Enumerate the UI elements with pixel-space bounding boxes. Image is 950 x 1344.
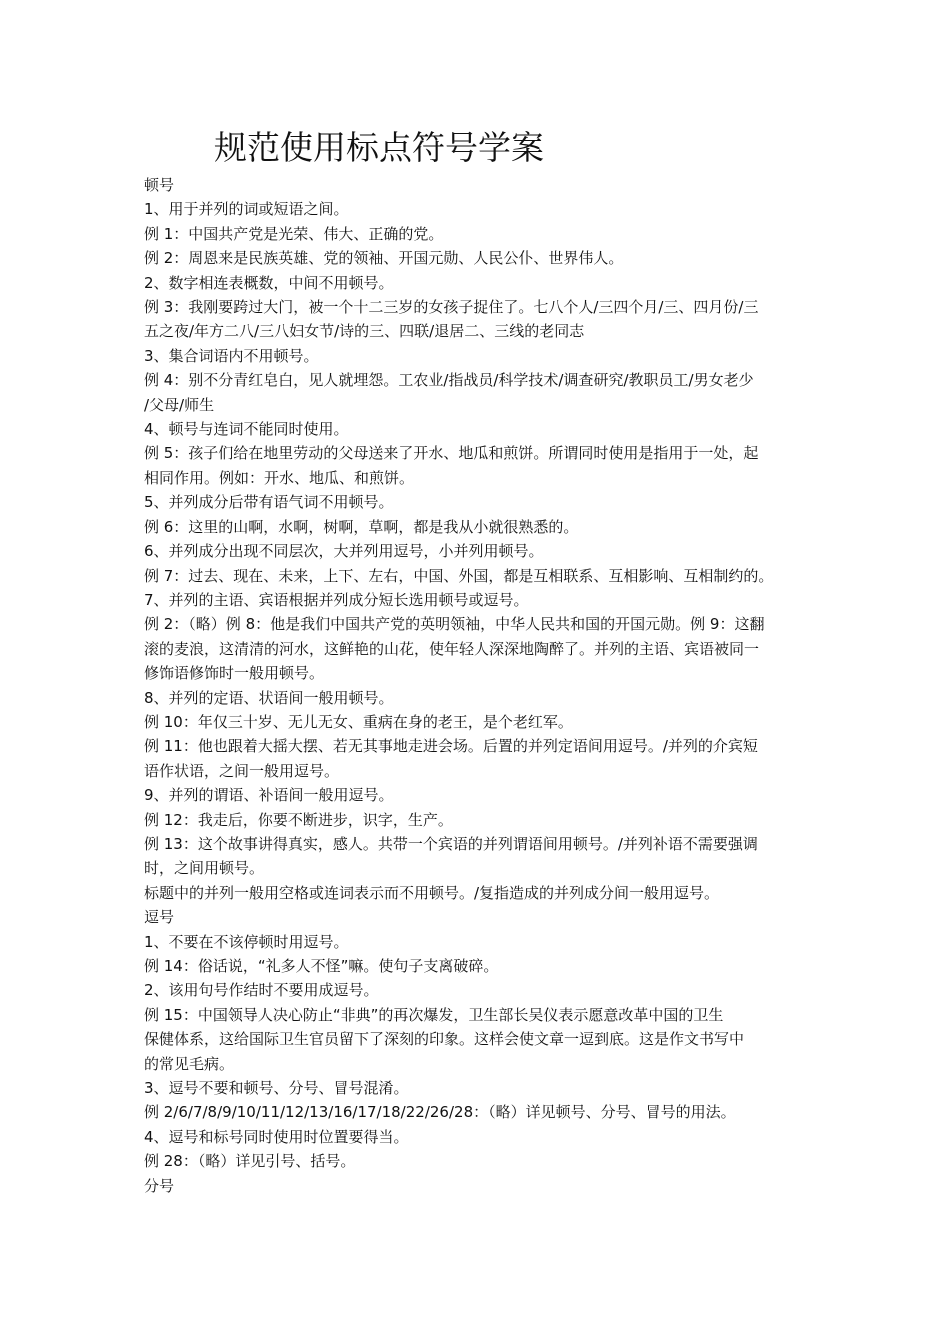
text-line: 2、该用句号作结时不要用成逗号。: [144, 981, 379, 1000]
text-line: 8、并列的定语、状语间一般用顿号。: [144, 688, 394, 707]
text-line: 标题中的并列一般用空格或连词表示而不用顿号。/复指造成的并列成分间一般用逗号。: [144, 883, 720, 902]
text-line: 的常见毛病。: [144, 1054, 235, 1073]
text-line: 五之夜/年方二八/三八妇女节/诗的三、四联/退居二、三线的老同志: [144, 322, 585, 341]
text-line: 语作状语，之间一般用逗号。: [144, 761, 340, 780]
text-line: 例 14：俗话说，“礼多人不怪”嘛。使句子支离破碎。: [144, 957, 499, 975]
text-line: 顿号: [144, 176, 175, 194]
text-line: 3、集合词语内不用顿号。: [144, 346, 319, 365]
text-line: 例 5：孩子们给在地里劳动的父母送来了开水、地瓜和煎饼。所谓同时使用是指用于一处，起: [144, 444, 759, 463]
text-line: 分号: [144, 1176, 175, 1195]
text-line: 3、逗号不要和顿号、分号、冒号混淆。: [144, 1079, 409, 1098]
text-line: 例 15：中国领导人决心防止“非典”的再次爆发，卫生部长吴仪表示愿意改革中国的卫生: [144, 1005, 724, 1024]
text-line: 相同作用。例如：开水、地瓜、和煎饼。: [144, 468, 415, 487]
text-line: 例 2：周恩来是民族英雄、党的领袖、开国元勋、人民公仆、世界伟人。: [144, 249, 624, 268]
text-line: 例 11：他也跟着大摇大摆、若无其事地走进会场。后置的并列定语间用逗号。/并列的介宾短: [144, 737, 758, 756]
text-line: 4、逗号和标号同时使用时位置要得当。: [144, 1127, 409, 1146]
text-line: 例 28：（略）详见引号、括号。: [144, 1152, 356, 1171]
text-line: 修饰语修饰时一般用顿号。: [144, 664, 325, 683]
text-line: 例 2/6/7/8/9/10/11/12/13/16/17/18/22/26/28：（略）详见顿号、分号、冒号的用法。: [144, 1103, 736, 1122]
text-line: 例 3：我刚要跨过大门，被一个十二三岁的女孩子捉住了。七八个人/三四个月/三、四月份/三: [144, 298, 759, 317]
text-line: 例 2：（略）例 8：他是我们中国共产党的英明领袖，中华人民共和国的开国元勋。例 9：这翻: [144, 615, 765, 634]
text-line: 7、并列的主语、宾语根据并列成分短长选用顿号或逗号。: [144, 590, 529, 609]
text-line: 例 1：中国共产党是光荣、伟大、正确的党。: [144, 224, 444, 243]
text-line: 例 12：我走后，你要不断进步，识字，生产。: [144, 810, 453, 829]
text-line: 2、数字相连表概数，中间不用顿号。: [144, 273, 394, 292]
text-line: 9、并列的谓语、补语间一般用逗号。: [144, 786, 394, 805]
text-line: 例 10：年仅三十岁、无儿无女、重病在身的老王，是个老红军。: [144, 712, 573, 731]
text-line: 逗号: [144, 908, 175, 927]
document-title: 规范使用标点符号学案: [214, 128, 544, 167]
document-body: [144, 173, 810, 1198]
text-line: 1、不要在不该停顿时用逗号。: [144, 932, 349, 951]
text-line: /父母/师生: [144, 395, 215, 414]
text-line: 6、并列成分出现不同层次，大并列用逗号，小并列用顿号。: [144, 542, 544, 561]
text-line: 时，之间用顿号。: [144, 859, 265, 878]
text-line: 例 4：别不分青红皂白，见人就埋怨。工农业/指战员/科学技术/调查研究/教职员工/男女老少: [144, 371, 754, 390]
text-line: 例 6：这里的山啊，水啊，树啊，草啊，都是我从小就很熟悉的。: [144, 517, 579, 536]
text-line: 1、用于并列的词或短语之间。: [144, 200, 349, 219]
text-line: 5、并列成分后带有语气词不用顿号。: [144, 493, 394, 512]
text-line: 滚的麦浪，这清清的河水，这鲜艳的山花，使年轻人深深地陶醉了。并列的主语、宾语被同一: [144, 639, 760, 658]
text-line: 4、顿号与连词不能同时使用。: [144, 420, 349, 439]
text-line: 保健体系，这给国际卫生官员留下了深刻的印象。这样会使文章一逗到底。这是作文书写中: [144, 1030, 745, 1049]
text-line: 例 7：过去、现在、未来，上下、左右，中国、外国，都是互相联系、互相影响、互相制约的。: [144, 566, 774, 585]
text-line: 例 13：这个故事讲得真实，感人。共带一个宾语的并列谓语间用顿号。/并列补语不需要强调: [144, 834, 758, 853]
